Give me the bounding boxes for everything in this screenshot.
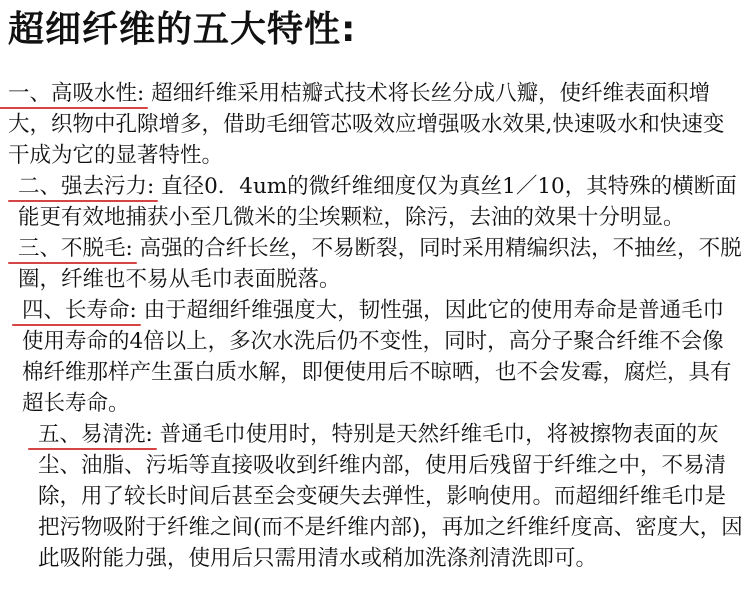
feature-paragraph-absorbency bbox=[8, 78, 744, 171]
feature-heading-absorbency: 一、高吸水性: bbox=[8, 81, 145, 106]
feature-heading-easy-wash: 五、易清洗: bbox=[38, 422, 153, 447]
feature-text-long-life: 由于超细纤维强度大，韧性强，因此它的使用寿命是普通毛巾使用寿命的4倍以上，多次水洗后仍不变性，同时，高分子聚合纤维不会像棉纤维那样产生蛋白质水解，即便使用后不晾晒，也不会发霉，腐烂，具有超长寿命。 bbox=[22, 298, 732, 416]
feature-heading-cleaning: 二、强去污力: bbox=[18, 174, 155, 199]
feature-text-easy-wash: 普通毛巾使用时，特别是天然纤维毛巾，将被擦物表面的灰尘、油脂、污垢等直接吸收到纤维内部，使用后残留于纤维之中，不易清除，用了较长时间后甚至会变硬失去弹性，影响使用。而超细纤维毛巾是把污物吸附于纤维之间(而不是纤维内部)，再加之纤维纤度高、密度大，因此吸附能力强，使用后只需用清水或稍加洗涤剂清洗即可。 bbox=[38, 422, 743, 571]
feature-list bbox=[8, 78, 744, 574]
feature-paragraph-long-life bbox=[8, 295, 744, 419]
feature-text-cleaning: 直径0．4um的微纤维细度仅为真丝1／10，其特殊的横断面能更有效地捕获小至几微米的尘埃颗粒，除污，去油的效果十分明显。 bbox=[18, 174, 737, 230]
feature-paragraph-easy-wash bbox=[8, 419, 744, 574]
feature-text-no-shedding: 高强的合纤长丝，不易断裂，同时采用精编织法，不抽丝，不脱圈，纤维也不易从毛巾表面脱落。 bbox=[18, 236, 742, 292]
feature-paragraph-no-shedding bbox=[8, 233, 744, 295]
page-title: 超细纤维的五大特性: bbox=[8, 9, 357, 50]
feature-paragraph-cleaning bbox=[8, 171, 744, 233]
feature-text-absorbency: 超细纤维采用桔瓣式技术将长丝分成八瓣，使纤维表面积增大，织物中孔隙增多，借助毛细管芯吸效应增强吸水效果,快速吸水和快速变干成为它的显著特性。 bbox=[8, 81, 725, 168]
feature-heading-no-shedding: 三、不脱毛: bbox=[18, 236, 133, 261]
feature-heading-long-life: 四、长寿命: bbox=[22, 298, 137, 323]
